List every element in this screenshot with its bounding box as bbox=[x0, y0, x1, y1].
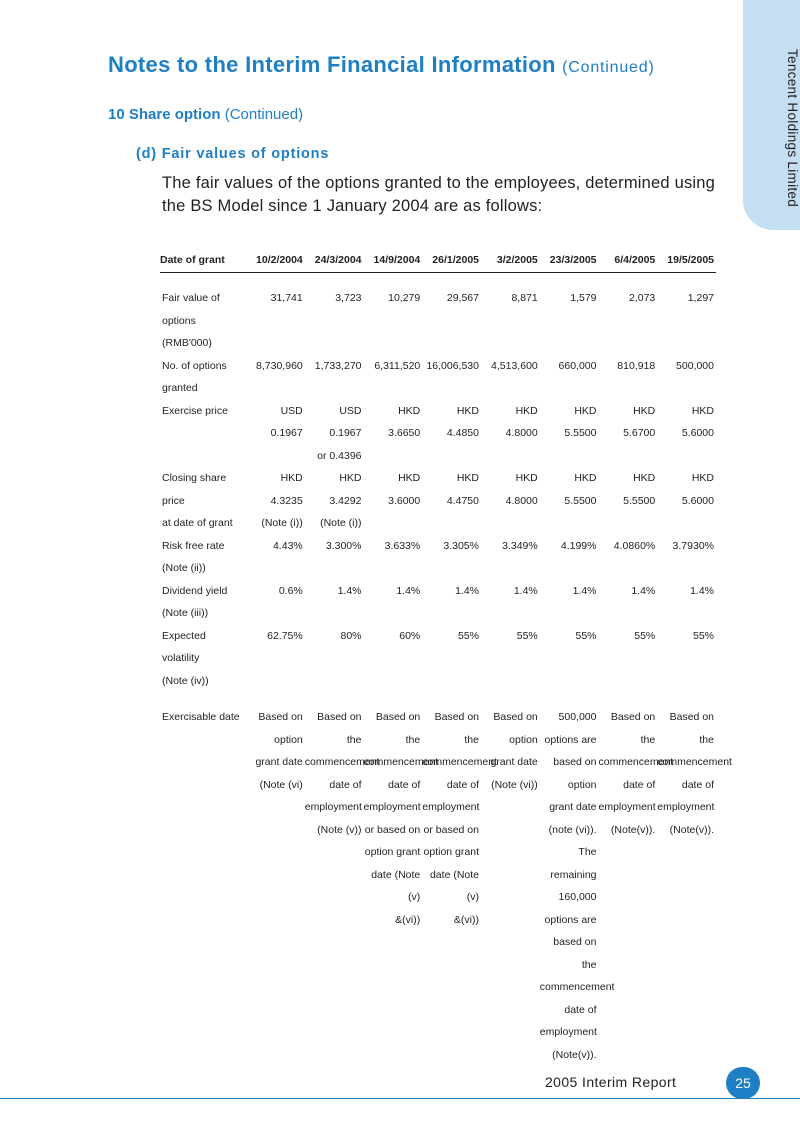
table-cell: HKD 3.6000 bbox=[388, 472, 421, 507]
table-cell: 500,000 bbox=[676, 359, 714, 372]
table-cell: 55% bbox=[634, 629, 656, 642]
section-title bbox=[108, 106, 303, 123]
table-cell: 810,918 bbox=[617, 359, 656, 372]
table-cell: HKD 5.6000 bbox=[681, 472, 714, 507]
table-cell: 8,730,960 bbox=[256, 359, 303, 372]
column-header: 26/1/2005 bbox=[422, 254, 481, 273]
table-cell: Based on the commencement date of employment or based on option grant date (Note (v) &(vi)) bbox=[422, 711, 497, 926]
column-header: 6/4/2005 bbox=[599, 254, 658, 273]
table-cell: 3.349% bbox=[502, 539, 538, 552]
table-cell: HKD 5.5500 bbox=[564, 472, 597, 507]
table-cell: 10,279 bbox=[388, 292, 421, 304]
table-cell: HKD 5.5500 bbox=[564, 404, 597, 439]
column-header: 19/5/2005 bbox=[657, 254, 716, 273]
table-cell: 4,513,600 bbox=[491, 359, 538, 372]
table-cell: 2,073 bbox=[628, 292, 656, 304]
table-cell: 1.4% bbox=[572, 584, 597, 597]
section-title-suffix: (Continued) bbox=[224, 106, 304, 123]
intro-paragraph: The fair values of the options granted to the employees, determined using the BS Model since 1 January 2004 are as follows: bbox=[162, 174, 716, 215]
column-header: 23/3/2005 bbox=[540, 254, 599, 273]
table-header-row bbox=[160, 254, 716, 273]
table-cell: 60% bbox=[399, 629, 421, 642]
table-cell: 55% bbox=[692, 629, 714, 642]
table-cell: HKD 5.5500 bbox=[623, 472, 656, 507]
table-cell: 31,741 bbox=[270, 292, 303, 304]
row-label: Exercise price bbox=[162, 404, 228, 417]
row-label: Fair value of options (RMB'000) bbox=[162, 292, 220, 349]
page-title-text: Notes to the Interim Financial Information bbox=[108, 52, 556, 77]
table-cell: Based on option grant date (Note (vi) bbox=[255, 711, 303, 791]
table-cell: Based on the commencement date of employment (Note(v)). bbox=[598, 711, 674, 836]
table-cell: 1.4% bbox=[455, 584, 479, 597]
table-cell: 500,000 options are based on option grant date (note (vi)). The remaining 160,000 options are based on the commencement date of employment (Note(v)). bbox=[539, 711, 615, 1061]
row-label: Closing share price at date of grant bbox=[162, 472, 233, 529]
column-header: 24/3/2004 bbox=[305, 254, 364, 273]
table-cell: 1,733,270 bbox=[314, 359, 362, 372]
row-label: Risk free rate (Note (ii)) bbox=[162, 539, 225, 574]
table-cell: 660,000 bbox=[558, 359, 597, 372]
table-cell: 29,567 bbox=[446, 292, 479, 304]
row-label: Dividend yield (Note (iii)) bbox=[162, 584, 228, 619]
table-cell: Based on the commencement date of employment (Note (v)) bbox=[304, 711, 380, 836]
table-row bbox=[160, 535, 716, 580]
table-header-label: Date of grant bbox=[160, 254, 246, 273]
table-row bbox=[160, 625, 716, 693]
table-cell: 1.4% bbox=[396, 584, 421, 597]
table-cell: 1,579 bbox=[570, 292, 597, 304]
fair-value-table bbox=[160, 254, 732, 1066]
column-header: 3/2/2005 bbox=[481, 254, 540, 273]
table-cell: 8,871 bbox=[511, 292, 538, 304]
table-cell: USD 0.1967 bbox=[270, 404, 303, 439]
table-row bbox=[160, 273, 716, 355]
table-cell: 3.300% bbox=[325, 539, 362, 552]
table-row bbox=[160, 692, 716, 1066]
company-name: Tencent Holdings Limited bbox=[785, 48, 800, 208]
table-cell: HKD 4.8000 bbox=[505, 404, 538, 439]
table-cell: HKD 4.8000 bbox=[505, 472, 538, 507]
subsection-title: (d) Fair values of options bbox=[136, 146, 330, 162]
table-row bbox=[160, 467, 716, 535]
table-cell: 55% bbox=[516, 629, 538, 642]
table-cell: HKD 5.6700 bbox=[623, 404, 656, 439]
table-row bbox=[160, 580, 716, 625]
table-cell: 4.43% bbox=[272, 539, 303, 552]
table-cell: 3.7930% bbox=[672, 539, 714, 552]
table-cell: 1,297 bbox=[687, 292, 714, 304]
table-cell: 3.633% bbox=[384, 539, 421, 552]
table-cell: HKD 4.3235 (Note (i)) bbox=[261, 472, 303, 529]
table-cell: 3.305% bbox=[443, 539, 479, 552]
table-cell: HKD 3.4292 (Note (i)) bbox=[320, 472, 362, 529]
page-number: 25 bbox=[735, 1075, 751, 1091]
table-cell: HKD 4.4750 bbox=[446, 472, 479, 507]
footer-rule bbox=[0, 1098, 800, 1099]
table-cell: 1.4% bbox=[690, 584, 714, 597]
table-cell: 55% bbox=[457, 629, 479, 642]
table-cell: 1.4% bbox=[631, 584, 656, 597]
section-title-text: 10 Share option bbox=[108, 106, 221, 123]
table-cell: 62.75% bbox=[267, 629, 303, 642]
row-label: No. of options granted bbox=[162, 359, 227, 394]
table-cell: 6,311,520 bbox=[374, 359, 421, 372]
table-cell: 55% bbox=[575, 629, 597, 642]
table-row bbox=[160, 400, 716, 468]
table-cell: 3,723 bbox=[335, 292, 362, 304]
table-cell: 1.4% bbox=[337, 584, 362, 597]
table-cell: HKD 5.6000 bbox=[681, 404, 714, 439]
page-number-badge bbox=[726, 1067, 760, 1099]
row-label: Exercisable date bbox=[162, 711, 240, 723]
page-title-suffix: (Continued) bbox=[562, 59, 655, 76]
table-cell: Based on the commencement date of employment or based on option grant date (Note (v) &(vi)) bbox=[363, 711, 439, 926]
report-name: 2005 Interim Report bbox=[545, 1074, 677, 1090]
table-row bbox=[160, 355, 716, 400]
row-label: Expected volatility (Note (iv)) bbox=[162, 629, 209, 687]
table-cell: 1.4% bbox=[513, 584, 538, 597]
table-cell: Based on the commencement date of employment (Note(v)). bbox=[657, 711, 732, 836]
page-title bbox=[108, 52, 655, 78]
table-cell: USD 0.1967 or 0.4396 bbox=[317, 404, 362, 462]
table-cell: HKD 4.4850 bbox=[446, 404, 479, 439]
table-cell: 4.0860% bbox=[613, 539, 656, 552]
table-cell: HKD 3.6650 bbox=[388, 404, 421, 439]
column-header: 10/2/2004 bbox=[246, 254, 305, 273]
table-cell: 80% bbox=[340, 629, 362, 642]
table-cell: Based on option grant date (Note (vi)) bbox=[490, 711, 538, 791]
table-cell: 16,006,530 bbox=[426, 359, 479, 372]
table-cell: 4.199% bbox=[560, 539, 597, 552]
column-header: 14/9/2004 bbox=[364, 254, 423, 273]
table-cell: 0.6% bbox=[278, 584, 303, 597]
